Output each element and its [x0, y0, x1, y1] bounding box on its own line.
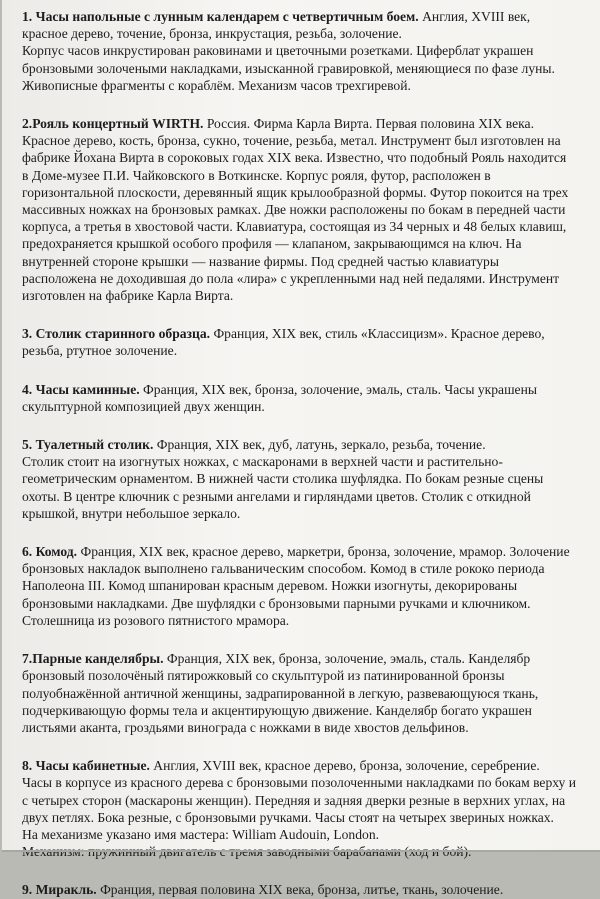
- entry-line: листьями аканта, гроздьями винограда с ножками в виде хвостов дельфинов.: [22, 719, 469, 735]
- entry-line: геометрическим орнаментом. В нижней части столика шуфлядка. По бокам резные сцены: [22, 471, 544, 487]
- entry-line: массивных ножках на бронзовых рамках. Две ножки расположены по бокам в передней части: [22, 202, 566, 218]
- entry-heading: 3. Столик старинного образца.: [22, 326, 211, 342]
- entry-heading-rest: Франция, XIX век, бронза, золочение, эмаль, сталь. Канделябр: [163, 651, 531, 667]
- entry-line: Корпус часов инкрустирован раковинами и цветочными розетками. Циферблат украшен: [22, 43, 534, 59]
- exhibit-description-sheet: [2, 0, 600, 898]
- entry-line: резьба, ртутное золочение.: [22, 343, 178, 359]
- entry-first-line: [22, 543, 600, 560]
- entry-line: корпуса, а третья в хвостовой части. Клавиатура, состоящая из 34 черных и 48 белых клавиш,: [22, 219, 567, 235]
- entry-line: Живописные фрагменты с кораблём. Механизм часов трехгиревой.: [22, 77, 411, 93]
- entry-heading: 9. Миракль.: [22, 882, 97, 898]
- entry-line: бронзовыми золочеными накладками, изысканной гравировкой, меняющиеся по фазе луны.: [22, 60, 555, 76]
- entry-first-line: [22, 757, 600, 774]
- entry-heading: 5. Туалетный столик.: [22, 437, 154, 453]
- entry-line: скульптурной композицией двух женщин.: [22, 398, 265, 414]
- entry-1: [22, 8, 600, 94]
- entry-heading: 6. Комод.: [22, 544, 78, 560]
- entry-heading-rest: Франция, XIX век, бронза, золочение, эмаль, сталь. Часы украшены: [139, 381, 537, 397]
- entry-heading-rest: Англия, XVIII век, красное дерево, бронза, золочение, серебрение.: [149, 758, 540, 774]
- entry-line: внутренней стороне крышки — название фирмы. Под средней частью клавиатуры: [22, 253, 499, 269]
- entry-line: бронзовых накладок выполнено гальваническим способом. Комод в стиле рококо периода: [22, 561, 545, 577]
- entry-first-line: [22, 650, 600, 667]
- entry-heading: 4. Часы каминные.: [22, 381, 140, 397]
- entry-3: [22, 325, 600, 359]
- entry-line: изготовлен на фабрике Карла Вирта.: [22, 288, 234, 304]
- entry-line: Столешница из розового пятнистого мрамора.: [22, 612, 290, 628]
- entry-7: [22, 650, 600, 736]
- entry-heading: 7.Парные канделябры.: [22, 651, 164, 667]
- entry-line: бронзовыми накладками. Две шуфлядки с бронзовыми парными ручками и ключником.: [22, 595, 531, 611]
- entry-line: Столик стоит на изогнутых ножках, с маскаронами в верхней части и растительно-: [22, 454, 503, 470]
- entry-line: Красное дерево, кость, бронза, сукно, точение, резьба, метал. Инструмент был изготовлен на: [22, 133, 561, 149]
- entry-line: бронзовый позолочёный пятирожковый со скульптурой из патинированной бронзы: [22, 668, 505, 684]
- entry-line: в Доме-музее П.И. Чайковского в Воткинске. Корпус рояля, футор, расположен в: [22, 167, 491, 183]
- entry-line: фабрике Йохана Вирта в сороковых годах XIX века. Известно, что подобный Рояль находится: [22, 150, 567, 166]
- entry-2: [22, 115, 600, 304]
- entry-line: красное дерево, точение, бронза, инкрустация, резьба, золочение.: [22, 26, 402, 42]
- entry-line: подчеркивающую формы тела и акцентирующую движение. Канделябр богато украшен: [22, 702, 532, 718]
- entry-first-line: [22, 325, 600, 342]
- entry-4: [22, 381, 600, 415]
- entry-line: На механизме указано имя мастера: William Audouin, London.: [22, 826, 380, 842]
- entry-line: горизонтальной плоскости, деревянный ящик крылообразной формы. Футор покоится на трех: [22, 184, 569, 200]
- entry-line: Часы в корпусе из красного дерева с бронзовыми позолоченными накладками по бокам верху и: [22, 775, 576, 791]
- entry-heading-rest: Франция, XIX век, красное дерево, маркетри, бронза, золочение, мрамор. Золочение: [77, 544, 570, 560]
- entry-first-line: [22, 115, 600, 132]
- entry-first-line: [22, 881, 600, 898]
- entry-heading: 1. Часы напольные с лунным календарем с четвертичным боем.: [22, 9, 419, 24]
- entry-6: [22, 543, 600, 629]
- entry-heading: 8. Часы кабинетные.: [22, 758, 150, 774]
- entry-heading-rest: Франция, XIX век, дуб, латунь, зеркало, резьба, точение.: [153, 437, 486, 453]
- entry-line: охоты. В центре ключник с резными ангелами и гирляндами цветов. Столик с откидной: [22, 488, 531, 504]
- entry-heading-rest: Англия, XVIII век,: [418, 9, 531, 24]
- entry-line: полуобнажённой античной женщины, задрапированной в легкую, развевающуюся ткань,: [22, 685, 539, 701]
- entry-line: расположена не доходившая до пола «лира» с укрепленными над ней педалями. Инструмент: [22, 270, 560, 286]
- sheet-bottom-edge: [2, 850, 600, 852]
- entry-9: [22, 881, 600, 898]
- entry-line: предохраняется крышкой особого профиля — клапаном, закрывающимся на ключ. На: [22, 236, 522, 252]
- entry-first-line: [22, 8, 600, 25]
- entry-line: крышкой, внутри небольшое зеркало.: [22, 505, 241, 521]
- entry-heading-rest: Франция, первая половина XIX века, бронза, литье, ткань, золочение.: [96, 882, 504, 898]
- entry-5: [22, 436, 600, 522]
- entry-first-line: [22, 381, 600, 398]
- entry-line: двух петлях. Бока резные, с бронзовыми ручками. Часы стоят на четырех звериных ножках.: [22, 809, 554, 825]
- entry-heading-rest: Россия. Фирма Карла Вирта. Первая половина XIX века.: [203, 116, 534, 132]
- entry-line: Наполеона III. Комод шпанирован красным деревом. Ножки изогнуты, декорированы: [22, 578, 518, 594]
- entry-8: [22, 757, 600, 860]
- entry-heading: 2.Рояль концертный WIRTH.: [22, 116, 204, 132]
- entry-line: с четырех сторон (маскароны женщин). Передняя и задняя дверки резные в верхних углах, на: [22, 792, 566, 808]
- entry-heading-rest: Франция, XIX век, стиль «Классицизм». Красное дерево,: [210, 326, 545, 342]
- entry-first-line: [22, 436, 600, 453]
